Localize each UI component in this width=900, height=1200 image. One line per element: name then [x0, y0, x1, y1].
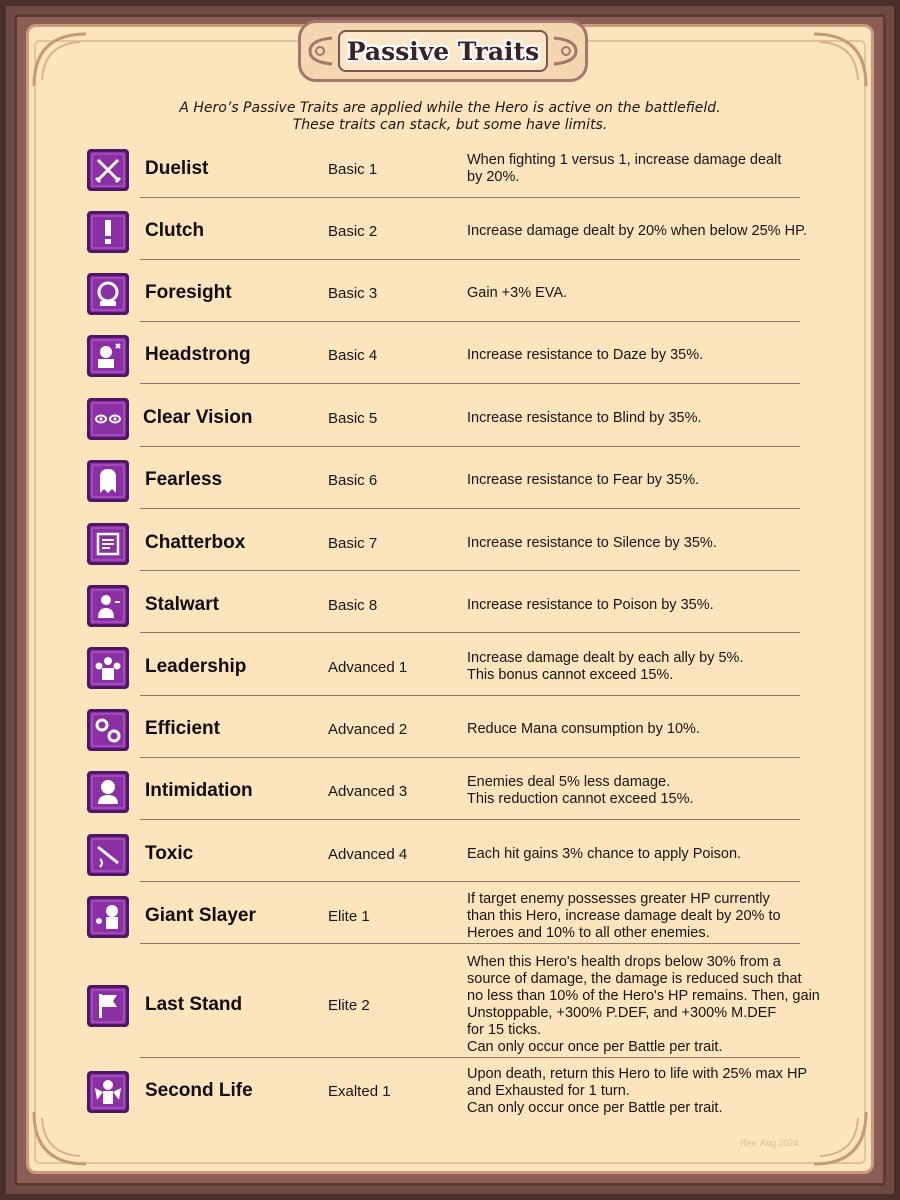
intro-line: These traits can stack, but some have limits. — [292, 117, 608, 133]
trait-name: Chatterbox — [145, 532, 246, 553]
row-divider — [140, 881, 800, 882]
row-divider — [140, 446, 800, 447]
row-divider — [140, 819, 800, 820]
trait-row — [0, 143, 900, 197]
eyes-icon — [86, 397, 130, 441]
scroll-icon — [86, 522, 130, 566]
trait-name: Toxic — [145, 843, 194, 864]
trait-row — [0, 952, 900, 1060]
trait-tier: Basic 5 — [328, 410, 378, 427]
trait-tier: Advanced 4 — [328, 846, 408, 863]
row-divider — [140, 757, 800, 758]
description-line: When this Hero's health drops below 30% from a — [467, 954, 781, 970]
row-divider — [140, 1057, 800, 1058]
trait-tier: Elite 2 — [328, 997, 370, 1014]
description-line: no less than 10% of the Hero's HP remains. Then, gain — [467, 988, 820, 1004]
trait-tier: Basic 3 — [328, 285, 378, 302]
trait-name: Clear Vision — [143, 407, 253, 428]
description-line: Increase damage dealt by each ally by 5%. — [467, 650, 744, 666]
group-icon — [86, 646, 130, 690]
trait-name: Intimidation — [145, 780, 253, 801]
winged-hero-icon — [86, 1070, 130, 1114]
row-divider — [140, 197, 800, 198]
description-line: Gain +3% EVA. — [467, 284, 568, 301]
trait-tier: Basic 8 — [328, 597, 378, 614]
description-line: Increase resistance to Silence by 35%. — [467, 534, 717, 551]
corner-ornament-icon — [810, 30, 870, 90]
trait-description — [467, 650, 857, 684]
description-line: If target enemy possesses greater HP currently — [467, 890, 770, 907]
trait-row — [0, 1064, 900, 1120]
trait-description — [467, 347, 857, 364]
trait-row — [0, 453, 900, 509]
crystal-ball-icon — [86, 272, 130, 316]
trait-description — [467, 223, 857, 240]
trait-description — [467, 954, 857, 1056]
trait-description — [467, 152, 857, 186]
description-line: Increase resistance to Poison by 35%. — [467, 596, 714, 613]
trait-tier: Basic 4 — [328, 347, 378, 364]
trait-name: Headstrong — [145, 344, 251, 365]
description-line: Upon death, return this Hero to life with 25% max HP — [467, 1065, 808, 1082]
row-divider — [140, 321, 800, 322]
trait-name: Clutch — [145, 220, 205, 241]
row-divider — [140, 943, 800, 944]
row-divider — [140, 259, 800, 260]
trait-tier: Advanced 1 — [328, 659, 408, 676]
description-line: This bonus cannot exceed 15%. — [467, 667, 674, 683]
description-line: Can only occur once per Battle per trait. — [467, 1039, 723, 1055]
trait-name: Giant Slayer — [145, 905, 256, 926]
description-line: Increase resistance to Daze by 35%. — [467, 346, 704, 363]
corner-ornament-icon — [30, 30, 90, 90]
description-line: Enemies deal 5% less damage. — [467, 774, 671, 790]
trait-tier: Advanced 2 — [328, 721, 408, 738]
banner-stand-icon — [86, 984, 130, 1028]
daze-hero-icon — [86, 334, 130, 378]
description-line: Increase resistance to Blind by 35%. — [467, 409, 702, 426]
description-line: Unstoppable, +300% P.DEF, and +300% M.DEF — [467, 1005, 777, 1021]
trait-name: Efficient — [145, 718, 220, 739]
description-line: by 20%. — [467, 169, 520, 185]
trait-row — [0, 266, 900, 322]
trait-row — [0, 204, 900, 260]
intimidating-face-icon — [86, 770, 130, 814]
trait-tier: Basic 7 — [328, 535, 378, 552]
trait-description — [467, 846, 857, 863]
exclamation-icon — [86, 210, 130, 254]
row-divider — [140, 383, 800, 384]
trait-description — [467, 535, 857, 552]
intro-text — [0, 100, 900, 134]
trait-name: Fearless — [145, 469, 223, 490]
description-line: Heroes and 10% to all other enemies. — [467, 924, 710, 941]
crossed-swords-icon — [86, 148, 130, 192]
row-divider — [140, 632, 800, 633]
trait-row — [0, 516, 900, 572]
trait-tier: Basic 1 — [328, 161, 378, 178]
description-line: When fighting 1 versus 1, increase damage dealt — [467, 152, 782, 168]
row-divider — [140, 508, 800, 509]
description-line: Increase damage dealt by 20% when below 25% HP. — [467, 222, 807, 239]
trait-tier: Basic 2 — [328, 223, 378, 240]
hero-shield-icon — [86, 584, 130, 628]
gears-icon — [86, 708, 130, 752]
trait-row — [0, 578, 900, 634]
trait-description — [467, 472, 857, 489]
trait-name: Leadership — [145, 656, 247, 677]
trait-name: Duelist — [145, 158, 209, 179]
trait-row — [0, 640, 900, 696]
trait-row — [0, 328, 900, 384]
ghost-icon — [86, 459, 130, 503]
trait-name: Stalwart — [145, 594, 219, 615]
giant-slayer-icon — [86, 895, 130, 939]
trait-row — [0, 391, 900, 447]
row-divider — [140, 570, 800, 571]
trait-row — [0, 702, 900, 758]
trait-name: Second Life — [145, 1080, 253, 1101]
trait-description — [467, 721, 857, 738]
trait-description — [467, 774, 857, 808]
intro-line: A Hero’s Passive Traits are applied while the Hero is active on the battlefield. — [179, 100, 721, 116]
poison-dagger-icon — [86, 833, 130, 877]
trait-row — [0, 764, 900, 820]
revision-note: Rev. Aug 2024 — [740, 1138, 799, 1148]
trait-tier: Advanced 3 — [328, 783, 408, 800]
trait-description — [467, 891, 857, 942]
trait-name: Last Stand — [145, 994, 243, 1015]
trait-row — [0, 889, 900, 945]
trait-name: Foresight — [145, 282, 232, 303]
description-line: Reduce Mana consumption by 10%. — [467, 720, 700, 737]
description-line: Can only occur once per Battle per trait. — [467, 1099, 723, 1116]
trait-description — [467, 597, 857, 614]
trait-row — [0, 827, 900, 883]
row-divider — [140, 695, 800, 696]
trait-description — [467, 410, 857, 427]
trait-description — [467, 1066, 857, 1117]
description-line: Increase resistance to Fear by 35%. — [467, 471, 700, 488]
title-banner — [298, 20, 588, 82]
description-line: for 15 ticks. — [467, 1022, 542, 1038]
trait-tier: Basic 6 — [328, 472, 378, 489]
trait-tier: Elite 1 — [328, 908, 370, 925]
description-line: Each hit gains 3% chance to apply Poison. — [467, 845, 742, 862]
trait-tier: Exalted 1 — [328, 1083, 391, 1100]
description-line: and Exhausted for 1 turn. — [467, 1082, 630, 1099]
trait-description — [467, 285, 857, 302]
description-line: This reduction cannot exceed 15%. — [467, 791, 694, 807]
page-title: Passive Traits — [346, 37, 540, 66]
description-line: than this Hero, increase damage dealt by 20% to — [467, 907, 781, 924]
description-line: source of damage, the damage is reduced such that — [467, 971, 802, 987]
